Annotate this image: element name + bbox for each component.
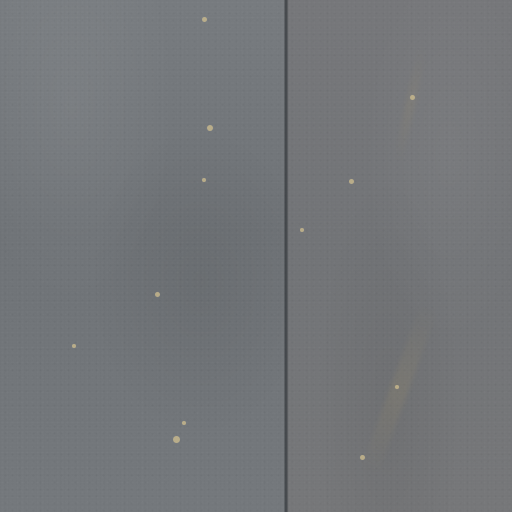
right-concrete-panel <box>287 0 512 512</box>
panel-seam <box>284 0 289 512</box>
right-panel-texture <box>287 0 512 512</box>
right-panel-fine-texture <box>287 0 512 512</box>
